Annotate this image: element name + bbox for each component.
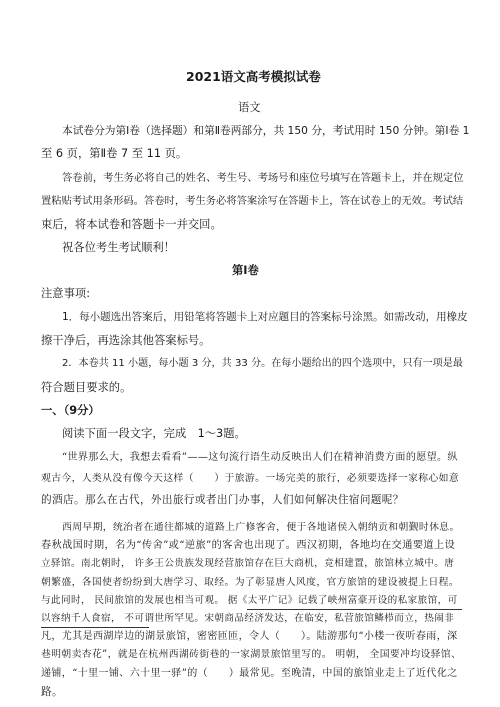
section-heading: 第Ⅰ卷: [232, 264, 259, 277]
note-2-line-1: 2．本卷共 11 小题，每小题 3 分，共 33 分。在每小题给出的四个选项中，只有一项是最: [62, 358, 463, 369]
underline-mark: [41, 627, 149, 628]
passage-p2-line-1: 西周早期，统治者在通往都城的道路上广修客舍，便于各地诸侯入朝纳贡和朝觐时休息。: [62, 522, 460, 533]
intro-line-1: 本试卷分为第Ⅰ卷（选择题）和第Ⅱ卷两部分，共 150 分，考试用时 150 分钟。第Ⅰ卷 1: [62, 124, 470, 137]
intro-line-2: 至 6 页，第Ⅱ卷 7 至 11 页。: [41, 147, 188, 160]
passage-p2-line-10: 路。: [41, 685, 63, 698]
intro-line-5: 束后，将本试卷和答题卡一并交回。: [41, 218, 222, 231]
intro-line-4: 置粘贴考试用条形码。答卷时，考生务必将答案涂写在答题卡上，答在试卷上的无效。考试结: [41, 195, 464, 207]
passage-p2-line-2: 春秋战国时期，名为“传舍”或“逆旅”的客舍也出现了。西汉初期，各地均在交通要道上设: [41, 540, 456, 552]
question-instruction: 阅读下面一段文字，完成 1～3题。: [62, 427, 246, 440]
passage-p1-line-1: “世界那么大，我想去看看”——这句流行语生动反映出人们在精神消费方面的愿望。纵: [62, 452, 458, 463]
passage-p1-line-2: 观古今，人类从没有像今天这样（ ）于旅游。一场完美的旅行，必须要选择一家称心如意: [41, 473, 460, 484]
passage-p2-line-9: 递铺，“十里一铺、六十里一驿”的（ ）最常见。至晚清，中国的旅馆业走上了近代化之: [41, 667, 458, 679]
passage-p2-line-5: 与此同时， 民间旅馆的发展也相当可观。 据《太平广记》记载了峡州富豪开设的私家旅馆，可: [41, 594, 458, 606]
intro-line-6: 祝各位考生考试顺利！: [62, 241, 175, 254]
note-1-line-1: 1．每小题选出答案后，用铅笔将答题卡上对应题目的答案标号涂黑。如需改动，用橡皮: [62, 311, 468, 323]
note-1-line-2: 擦干净后，再选涂其他答案标号。: [41, 334, 211, 347]
passage-p2-line-4: 朝繁盛，各国使者纷纷到大唐学习、取经。为了彰显唐人风度，官方旅馆的建设被提上日程。: [41, 576, 460, 588]
passage-p1-line-3: 的酒店。那么在古代，外出旅行或者出门办事，人们如何解决住宿问题呢？: [41, 494, 404, 506]
passage-p2-line-7: 凡，尤其是西湖岸边的湖景旅馆，密密匝匝，令人（ ）。陆游那句“小楼一夜听春雨，深: [41, 631, 458, 643]
intro-line-3: 答卷前，考生务必将自己的姓名、考生号、考场号和座位号填写在答题卡上，并在规定位: [62, 172, 464, 184]
passage-p2-line-3: 立驿馆。南北朝时， 许多王公贵族发现经营旅馆存在巨大商机，竞相建置，旅馆林立城中。唐: [41, 558, 455, 570]
note-2-line-2: 符合题目要求的。: [41, 381, 132, 394]
passage-p2-line-6: 以容纳千人食宿， 不可谓世所罕见。宋朝商品经济发达，在临安，私营旅馆鳞栉而立，热闹非: [41, 613, 455, 624]
passage-p2-line-8: 巷明朝卖杏花”，就是在杭州西湖砖街巷的一家湖景旅馆里写的。 明朝， 全国要冲均设驿馆、: [41, 649, 462, 661]
question-label: 一、（9分）: [41, 404, 100, 417]
exam-title: 2021语文高考模拟试卷: [186, 69, 321, 84]
subject-label: 语文: [238, 101, 261, 114]
underline-mark: [247, 609, 462, 610]
notes-label: 注意事项:: [41, 287, 90, 300]
